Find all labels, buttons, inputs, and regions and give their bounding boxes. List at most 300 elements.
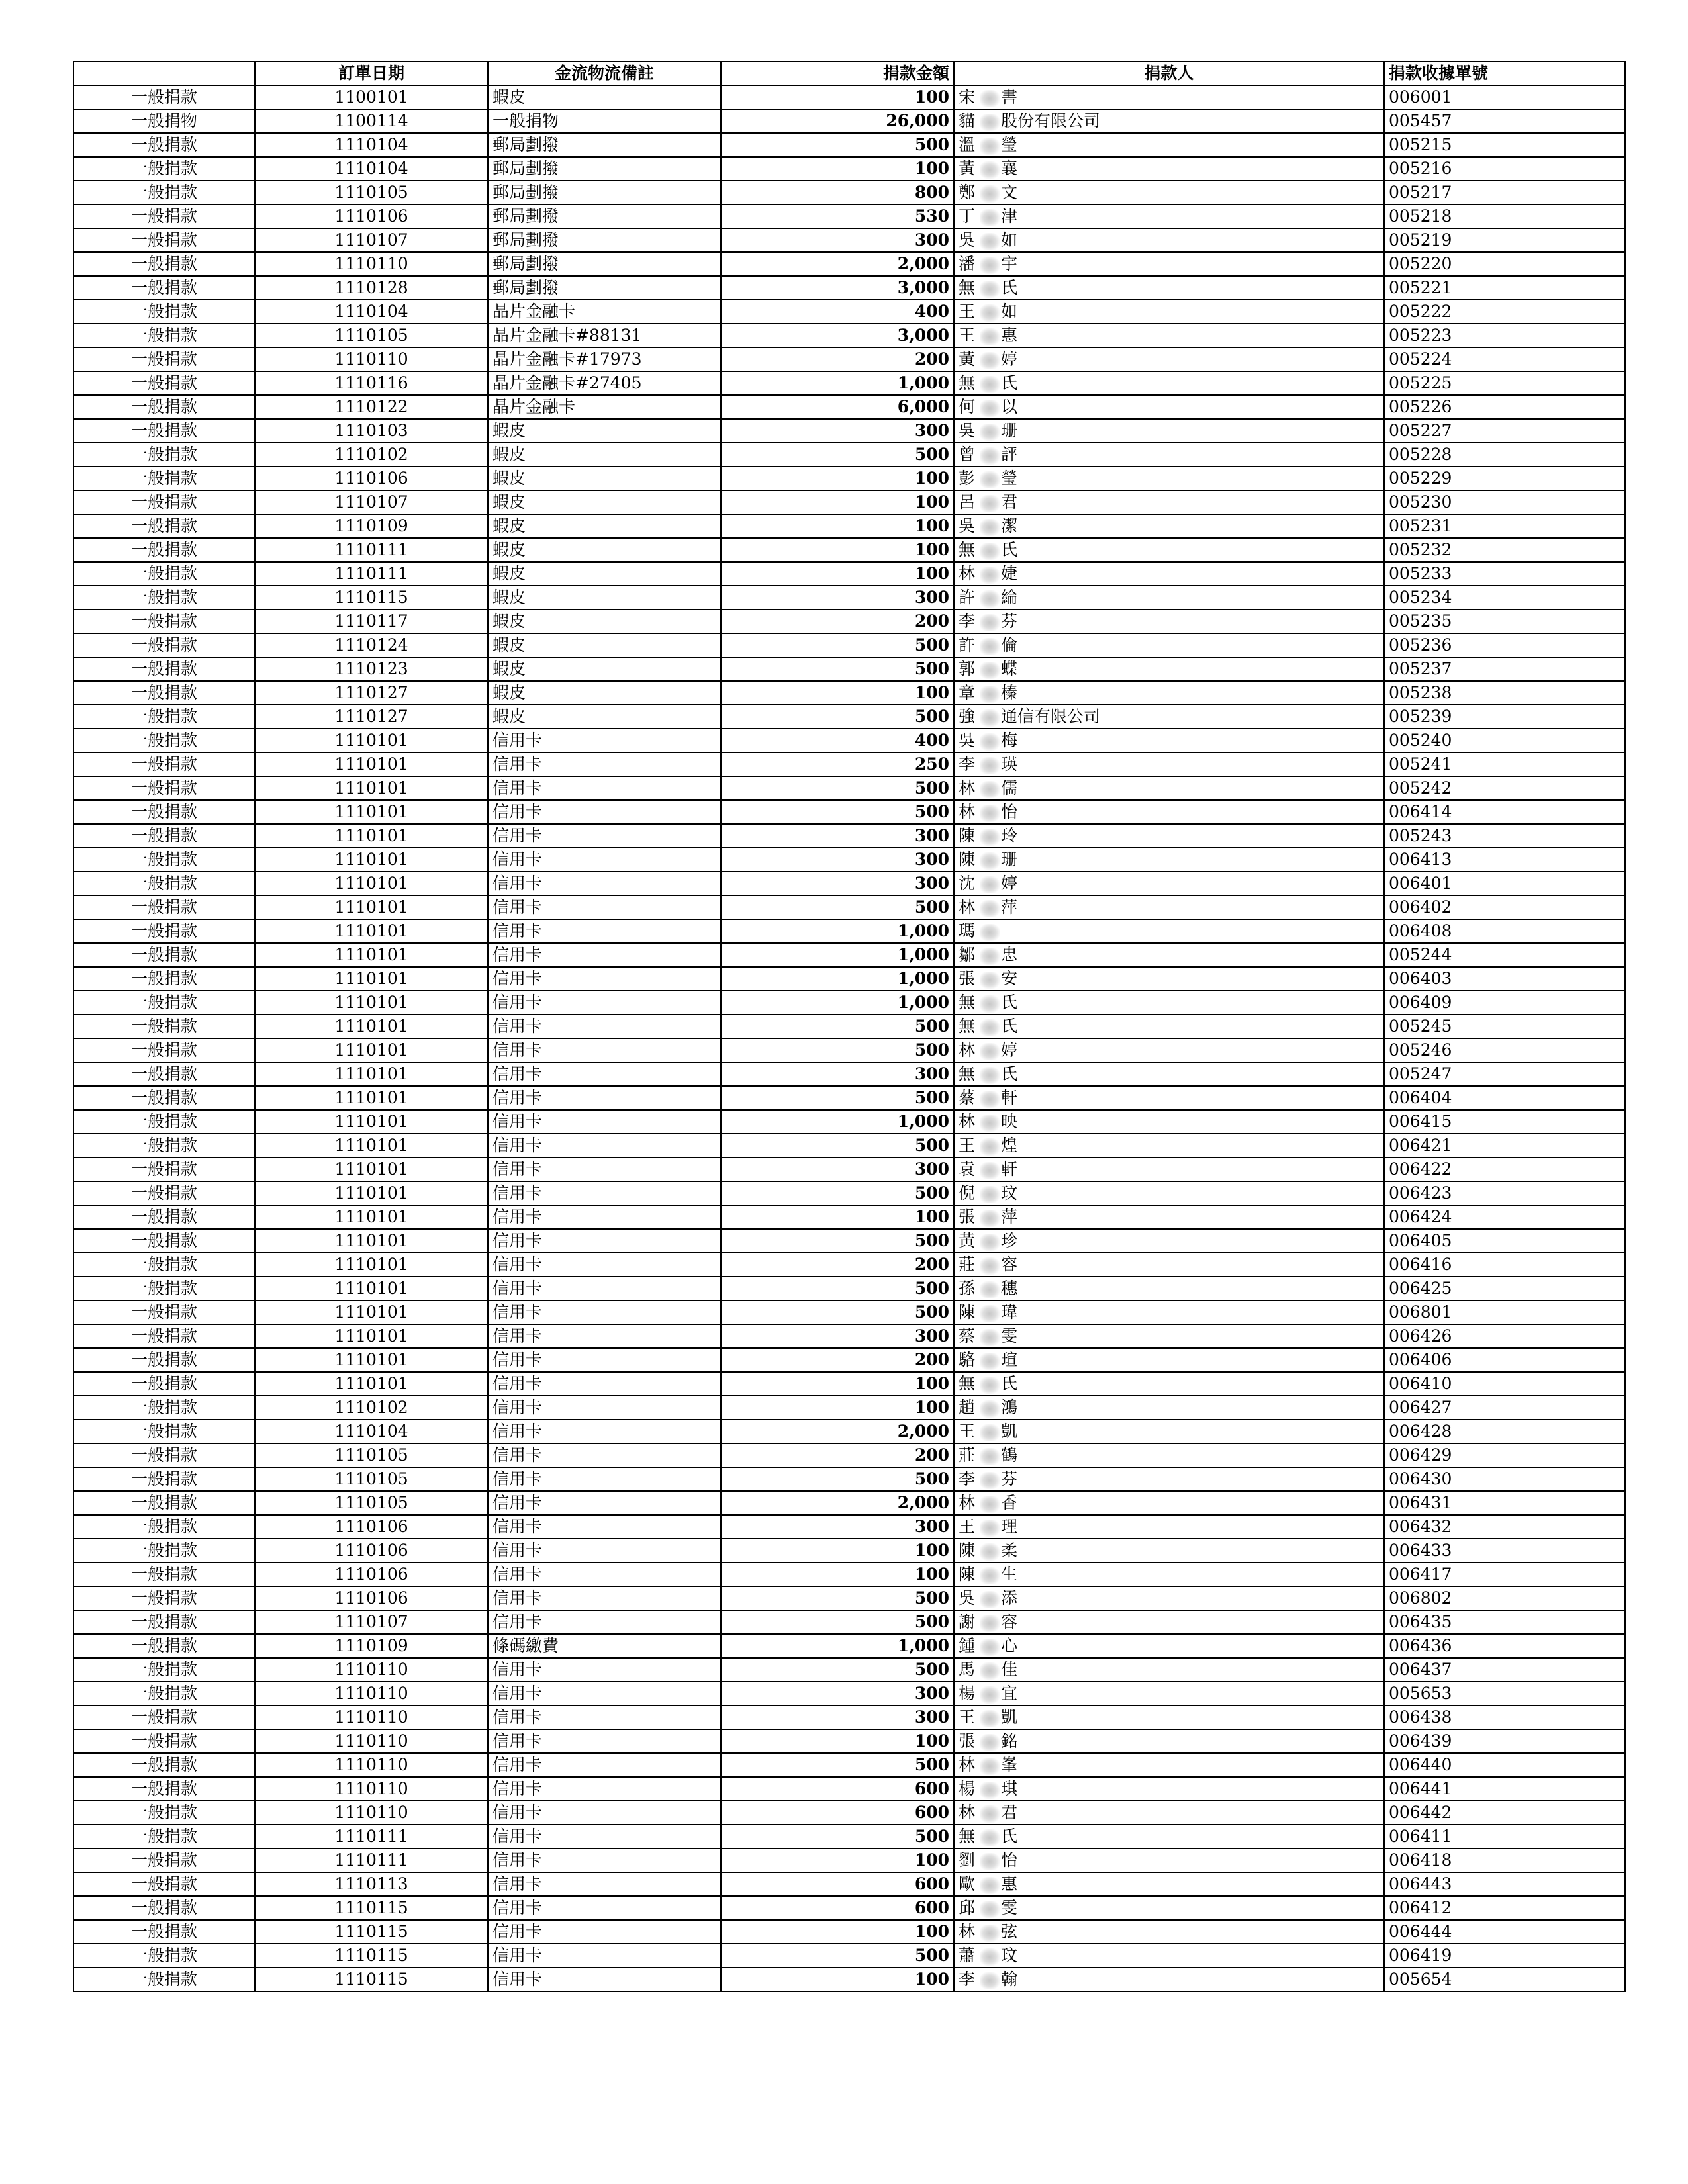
cell-receipt-no: 005218 — [1384, 205, 1625, 228]
donor-surname: 李 — [959, 754, 976, 774]
cell-donor — [954, 1443, 1384, 1467]
cell-category: 一般捐款 — [73, 967, 255, 991]
donor-surname: 劉 — [959, 1850, 976, 1870]
donor-name-rest: 津 — [1001, 206, 1018, 226]
donor-surname: 陳 — [959, 850, 976, 869]
donor-surname: 李 — [959, 1970, 976, 1989]
cell-donor — [954, 1300, 1384, 1324]
donor-surname: 宋 — [959, 87, 976, 107]
cell-donor — [954, 109, 1384, 133]
cell-receipt-no: 006432 — [1384, 1515, 1625, 1539]
donor-surname: 邱 — [959, 1898, 976, 1917]
donor-surname: 駱 — [959, 1350, 976, 1369]
cell-receipt-no: 006436 — [1384, 1634, 1625, 1658]
cell-category: 一般捐款 — [73, 1205, 255, 1229]
redaction-blur — [980, 1591, 1000, 1608]
cell-receipt-no: 006401 — [1384, 872, 1625, 895]
cell-payment-note: 信用卡 — [488, 1277, 721, 1300]
cell-donor — [954, 1420, 1384, 1443]
cell-amount: 100 — [721, 1372, 954, 1396]
cell-category: 一般捐款 — [73, 1515, 255, 1539]
redaction-blur — [980, 1115, 1000, 1132]
cell-amount: 1,000 — [721, 967, 954, 991]
donor-surname: 無 — [959, 993, 976, 1012]
donor-surname: 郭 — [959, 659, 976, 678]
donor-name-rest: 氏 — [1001, 1017, 1018, 1036]
donor-name-rest: 添 — [1001, 1588, 1018, 1608]
cell-receipt-no: 005457 — [1384, 109, 1625, 133]
cell-receipt-no: 006411 — [1384, 1825, 1625, 1848]
cell-payment-note: 信用卡 — [488, 1062, 721, 1086]
cell-category: 一般捐款 — [73, 395, 255, 419]
donor-surname: 王 — [959, 1707, 976, 1727]
redaction-blur — [980, 471, 1000, 488]
cell-amount: 300 — [721, 824, 954, 848]
donor-surname: 陳 — [959, 1565, 976, 1584]
cell-category: 一般捐款 — [73, 1467, 255, 1491]
redaction-blur — [980, 1257, 1000, 1275]
cell-amount: 100 — [721, 1968, 954, 1991]
redaction-blur — [980, 900, 1000, 917]
cell-donor — [954, 276, 1384, 300]
cell-amount: 400 — [721, 300, 954, 324]
cell-category: 一般捐款 — [73, 1038, 255, 1062]
cell-order-date: 1110115 — [255, 1968, 488, 1991]
cell-payment-note: 蝦皮 — [488, 419, 721, 443]
table-row — [73, 1324, 1625, 1348]
cell-order-date: 1110122 — [255, 395, 488, 419]
redaction-blur — [980, 1972, 1000, 1989]
cell-amount: 26,000 — [721, 109, 954, 133]
cell-order-date: 1100101 — [255, 85, 488, 109]
cell-order-date: 1110110 — [255, 1729, 488, 1753]
redaction-blur — [980, 1162, 1000, 1179]
redaction-blur — [980, 1710, 1000, 1727]
donor-surname: 王 — [959, 326, 976, 345]
donor-name-rest: 生 — [1001, 1565, 1018, 1584]
table-row — [73, 252, 1625, 276]
cell-category: 一般捐款 — [73, 514, 255, 538]
cell-payment-note: 蝦皮 — [488, 538, 721, 562]
cell-order-date: 1110106 — [255, 467, 488, 490]
donor-name-rest: 軒 — [1001, 1088, 1018, 1107]
cell-receipt-no: 005216 — [1384, 157, 1625, 181]
cell-payment-note: 晶片金融卡#27405 — [488, 371, 721, 395]
donor-name-rest: 氏 — [1001, 540, 1018, 559]
donor-surname: 張 — [959, 1731, 976, 1751]
cell-receipt-no: 006427 — [1384, 1396, 1625, 1420]
redaction-blur — [980, 1234, 1000, 1251]
redaction-blur — [980, 447, 1000, 465]
cell-receipt-no: 005224 — [1384, 347, 1625, 371]
table-row — [73, 729, 1625, 752]
cell-amount: 2,000 — [721, 1420, 954, 1443]
cell-donor — [954, 1491, 1384, 1515]
cell-category: 一般捐款 — [73, 1682, 255, 1706]
cell-amount: 300 — [721, 1515, 954, 1539]
redaction-blur — [980, 972, 1000, 989]
cell-category: 一般捐款 — [73, 1968, 255, 1991]
cell-order-date: 1110104 — [255, 300, 488, 324]
table-row — [73, 1253, 1625, 1277]
cell-receipt-no: 005245 — [1384, 1015, 1625, 1038]
redaction-blur — [980, 638, 1000, 655]
cell-donor — [954, 1086, 1384, 1110]
redaction-blur — [980, 1520, 1000, 1537]
cell-amount: 1,000 — [721, 991, 954, 1015]
cell-donor — [954, 1753, 1384, 1777]
cell-receipt-no: 005221 — [1384, 276, 1625, 300]
cell-donor — [954, 157, 1384, 181]
redaction-blur — [980, 1686, 1000, 1704]
table-row — [73, 347, 1625, 371]
cell-donor — [954, 776, 1384, 800]
cell-receipt-no: 006417 — [1384, 1563, 1625, 1586]
cell-amount: 500 — [721, 1086, 954, 1110]
cell-order-date: 1110113 — [255, 1872, 488, 1896]
cell-donor — [954, 800, 1384, 824]
cell-receipt-no: 005653 — [1384, 1682, 1625, 1706]
donor-surname: 鄭 — [959, 183, 976, 202]
cell-payment-note: 信用卡 — [488, 1610, 721, 1634]
donor-name-rest: 容 — [1001, 1255, 1018, 1274]
donor-name-rest: 忠 — [1001, 945, 1018, 964]
donor-name-rest: 通信有限公司 — [1001, 707, 1101, 726]
cell-donor — [954, 133, 1384, 157]
cell-receipt-no: 005220 — [1384, 252, 1625, 276]
cell-donor — [954, 1610, 1384, 1634]
donor-surname: 沈 — [959, 874, 976, 893]
cell-payment-note: 條碼繳費 — [488, 1634, 721, 1658]
cell-category: 一般捐款 — [73, 681, 255, 705]
donor-name-rest: 瑛 — [1001, 754, 1018, 774]
redaction-blur — [980, 1472, 1000, 1489]
redaction-blur — [980, 1877, 1000, 1894]
donor-surname: 瑪 — [959, 921, 976, 940]
redaction-blur — [980, 1925, 1000, 1942]
table-row — [73, 1848, 1625, 1872]
table-row — [73, 919, 1625, 943]
cell-payment-note: 信用卡 — [488, 1158, 721, 1181]
redaction-blur — [980, 1329, 1000, 1346]
redaction-blur — [980, 876, 1000, 893]
cell-category: 一般捐款 — [73, 1729, 255, 1753]
cell-donor — [954, 1682, 1384, 1706]
cell-receipt-no: 005654 — [1384, 1968, 1625, 1991]
cell-payment-note: 信用卡 — [488, 1563, 721, 1586]
cell-order-date: 1110115 — [255, 1944, 488, 1968]
cell-order-date: 1110127 — [255, 681, 488, 705]
cell-receipt-no: 005236 — [1384, 633, 1625, 657]
cell-payment-note: 信用卡 — [488, 1848, 721, 1872]
cell-amount: 500 — [721, 1467, 954, 1491]
cell-payment-note: 信用卡 — [488, 1872, 721, 1896]
table-row — [73, 1205, 1625, 1229]
cell-donor — [954, 1110, 1384, 1134]
donor-name-rest: 珍 — [1001, 1231, 1018, 1250]
cell-category: 一般捐款 — [73, 467, 255, 490]
cell-payment-note: 信用卡 — [488, 1586, 721, 1610]
redaction-blur — [980, 1091, 1000, 1108]
donor-name-rest: 氏 — [1001, 1374, 1018, 1393]
donor-name-rest: 琪 — [1001, 1779, 1018, 1798]
cell-donor — [954, 443, 1384, 467]
donor-surname: 王 — [959, 1517, 976, 1536]
table-row — [73, 824, 1625, 848]
cell-amount: 600 — [721, 1801, 954, 1825]
redaction-blur — [980, 376, 1000, 393]
cell-payment-note: 郵局劃撥 — [488, 133, 721, 157]
cell-amount: 100 — [721, 85, 954, 109]
table-row — [73, 872, 1625, 895]
donor-name-rest: 佳 — [1001, 1660, 1018, 1679]
cell-amount: 100 — [721, 538, 954, 562]
cell-donor — [954, 1205, 1384, 1229]
donor-surname: 林 — [959, 1112, 976, 1131]
donor-name-rest: 婷 — [1001, 349, 1018, 369]
cell-category: 一般捐款 — [73, 633, 255, 657]
donor-surname: 林 — [959, 1040, 976, 1060]
cell-order-date: 1110105 — [255, 1467, 488, 1491]
cell-receipt-no: 006412 — [1384, 1896, 1625, 1920]
cell-amount: 100 — [721, 681, 954, 705]
cell-category: 一般捐款 — [73, 490, 255, 514]
cell-amount: 500 — [721, 1944, 954, 1968]
cell-amount: 1,000 — [721, 371, 954, 395]
cell-payment-note: 蝦皮 — [488, 562, 721, 586]
donor-surname: 林 — [959, 1922, 976, 1941]
redaction-blur — [980, 1639, 1000, 1656]
table-row — [73, 1229, 1625, 1253]
cell-category: 一般捐款 — [73, 1658, 255, 1682]
donor-surname: 何 — [959, 397, 976, 416]
cell-donor — [954, 1515, 1384, 1539]
cell-category: 一般捐款 — [73, 1848, 255, 1872]
table-row — [73, 1825, 1625, 1848]
cell-order-date: 1110101 — [255, 872, 488, 895]
cell-donor — [954, 729, 1384, 752]
cell-amount: 500 — [721, 1134, 954, 1158]
redaction-blur — [980, 352, 1000, 369]
cell-amount: 300 — [721, 1682, 954, 1706]
redaction-blur — [980, 805, 1000, 822]
redaction-blur — [980, 686, 1000, 703]
donor-surname: 吳 — [959, 731, 976, 750]
cell-order-date: 1110115 — [255, 1896, 488, 1920]
redaction-blur — [980, 543, 1000, 560]
cell-category: 一般捐款 — [73, 1324, 255, 1348]
table-row — [73, 1920, 1625, 1944]
cell-category: 一般捐款 — [73, 228, 255, 252]
cell-order-date: 1110101 — [255, 800, 488, 824]
cell-category: 一般捐款 — [73, 991, 255, 1015]
cell-category: 一般捐款 — [73, 800, 255, 824]
cell-amount: 3,000 — [721, 276, 954, 300]
cell-order-date: 1110101 — [255, 824, 488, 848]
header-order-date: 訂單日期 — [255, 62, 488, 85]
redaction-blur — [980, 1424, 1000, 1441]
cell-order-date: 1110106 — [255, 205, 488, 228]
cell-category: 一般捐款 — [73, 1539, 255, 1563]
cell-amount: 530 — [721, 205, 954, 228]
table-row — [73, 610, 1625, 633]
donor-surname: 陳 — [959, 826, 976, 845]
cell-receipt-no: 006418 — [1384, 1848, 1625, 1872]
redaction-blur — [980, 519, 1000, 536]
table-row — [73, 276, 1625, 300]
table-row — [73, 490, 1625, 514]
redaction-blur — [980, 829, 1000, 846]
cell-donor — [954, 395, 1384, 419]
cell-category: 一般捐款 — [73, 1015, 255, 1038]
donor-surname: 李 — [959, 1469, 976, 1488]
cell-category: 一般捐款 — [73, 1825, 255, 1848]
cell-receipt-no: 006422 — [1384, 1158, 1625, 1181]
cell-order-date: 1110101 — [255, 919, 488, 943]
table-row — [73, 848, 1625, 872]
cell-order-date: 1110106 — [255, 1515, 488, 1539]
cell-receipt-no: 005233 — [1384, 562, 1625, 586]
cell-category: 一般捐款 — [73, 419, 255, 443]
cell-donor — [954, 610, 1384, 633]
table-row — [73, 205, 1625, 228]
redaction-blur — [980, 495, 1000, 512]
donor-surname: 強 — [959, 707, 976, 726]
table-row — [73, 1944, 1625, 1968]
table-row — [73, 538, 1625, 562]
donor-name-rest: 氏 — [1001, 278, 1018, 297]
cell-category: 一般捐款 — [73, 1443, 255, 1467]
cell-receipt-no: 005215 — [1384, 133, 1625, 157]
cell-payment-note: 晶片金融卡#88131 — [488, 324, 721, 347]
donor-name-rest: 銘 — [1001, 1731, 1018, 1751]
cell-amount: 2,000 — [721, 1491, 954, 1515]
cell-order-date: 1110101 — [255, 943, 488, 967]
redaction-blur — [980, 281, 1000, 298]
donor-name-rest: 蝶 — [1001, 659, 1018, 678]
donor-name-rest: 芬 — [1001, 612, 1018, 631]
cell-donor — [954, 1658, 1384, 1682]
cell-donor — [954, 347, 1384, 371]
cell-donor — [954, 467, 1384, 490]
cell-amount: 200 — [721, 1443, 954, 1467]
cell-payment-note: 晶片金融卡#17973 — [488, 347, 721, 371]
cell-donor — [954, 228, 1384, 252]
cell-receipt-no: 005219 — [1384, 228, 1625, 252]
cell-receipt-no: 006406 — [1384, 1348, 1625, 1372]
donor-surname: 吳 — [959, 1588, 976, 1608]
cell-order-date: 1110109 — [255, 1634, 488, 1658]
cell-category: 一般捐款 — [73, 1229, 255, 1253]
donor-name-rest: 玟 — [1001, 1183, 1018, 1203]
donor-surname: 孫 — [959, 1279, 976, 1298]
cell-payment-note: 信用卡 — [488, 824, 721, 848]
donor-surname: 林 — [959, 1493, 976, 1512]
table-row — [73, 681, 1625, 705]
cell-receipt-no: 005241 — [1384, 752, 1625, 776]
table-row — [73, 562, 1625, 586]
donor-name-rest: 萍 — [1001, 1207, 1018, 1226]
donor-surname: 黃 — [959, 349, 976, 369]
redaction-blur — [980, 233, 1000, 250]
donor-name-rest: 玟 — [1001, 1946, 1018, 1965]
donor-surname: 王 — [959, 302, 976, 321]
redaction-blur — [980, 1305, 1000, 1322]
cell-receipt-no: 006430 — [1384, 1467, 1625, 1491]
table-row — [73, 157, 1625, 181]
cell-category: 一般捐款 — [73, 1348, 255, 1372]
cell-amount: 6,000 — [721, 395, 954, 419]
cell-amount: 500 — [721, 895, 954, 919]
donor-name-rest: 萍 — [1001, 897, 1018, 917]
cell-amount: 500 — [721, 776, 954, 800]
redaction-blur — [980, 424, 1000, 441]
cell-payment-note: 信用卡 — [488, 848, 721, 872]
donor-name-rest: 弦 — [1001, 1922, 1018, 1941]
table-row — [73, 1467, 1625, 1491]
donor-surname: 王 — [959, 1136, 976, 1155]
cell-payment-note: 晶片金融卡 — [488, 300, 721, 324]
cell-payment-note: 蝦皮 — [488, 657, 721, 681]
table-row — [73, 1896, 1625, 1920]
cell-category: 一般捐款 — [73, 1134, 255, 1158]
cell-category: 一般捐款 — [73, 157, 255, 181]
table-row — [73, 991, 1625, 1015]
cell-payment-note: 信用卡 — [488, 1729, 721, 1753]
cell-order-date: 1110107 — [255, 490, 488, 514]
donation-table — [73, 61, 1626, 1992]
cell-amount: 1,000 — [721, 919, 954, 943]
redaction-blur — [980, 1782, 1000, 1799]
redaction-blur — [980, 114, 1000, 131]
redaction-blur — [980, 1805, 1000, 1823]
cell-donor — [954, 1038, 1384, 1062]
cell-category: 一般捐款 — [73, 610, 255, 633]
table-row — [73, 228, 1625, 252]
redaction-blur — [980, 590, 1000, 608]
cell-category: 一般捐款 — [73, 1563, 255, 1586]
cell-donor — [954, 324, 1384, 347]
cell-order-date: 1110104 — [255, 1420, 488, 1443]
cell-category: 一般捐款 — [73, 1158, 255, 1181]
cell-donor — [954, 1134, 1384, 1158]
cell-order-date: 1110111 — [255, 562, 488, 586]
cell-amount: 500 — [721, 633, 954, 657]
cell-payment-note: 信用卡 — [488, 895, 721, 919]
donor-name-rest: 書 — [1001, 87, 1018, 107]
cell-category: 一般捐款 — [73, 1062, 255, 1086]
donor-name-rest: 瑋 — [1001, 1302, 1018, 1322]
cell-amount: 300 — [721, 1062, 954, 1086]
cell-receipt-no: 006443 — [1384, 1872, 1625, 1896]
cell-receipt-no: 006441 — [1384, 1777, 1625, 1801]
redaction-blur — [980, 709, 1000, 727]
cell-category: 一般捐款 — [73, 276, 255, 300]
cell-category: 一般捐款 — [73, 1706, 255, 1729]
cell-order-date: 1110101 — [255, 1134, 488, 1158]
cell-payment-note: 郵局劃撥 — [488, 157, 721, 181]
cell-payment-note: 信用卡 — [488, 729, 721, 752]
cell-donor — [954, 1372, 1384, 1396]
cell-payment-note: 信用卡 — [488, 1539, 721, 1563]
cell-donor — [954, 1563, 1384, 1586]
donor-surname: 林 — [959, 1803, 976, 1822]
cell-order-date: 1110105 — [255, 324, 488, 347]
cell-amount: 100 — [721, 467, 954, 490]
cell-donor — [954, 300, 1384, 324]
cell-amount: 500 — [721, 443, 954, 467]
cell-receipt-no: 006801 — [1384, 1300, 1625, 1324]
